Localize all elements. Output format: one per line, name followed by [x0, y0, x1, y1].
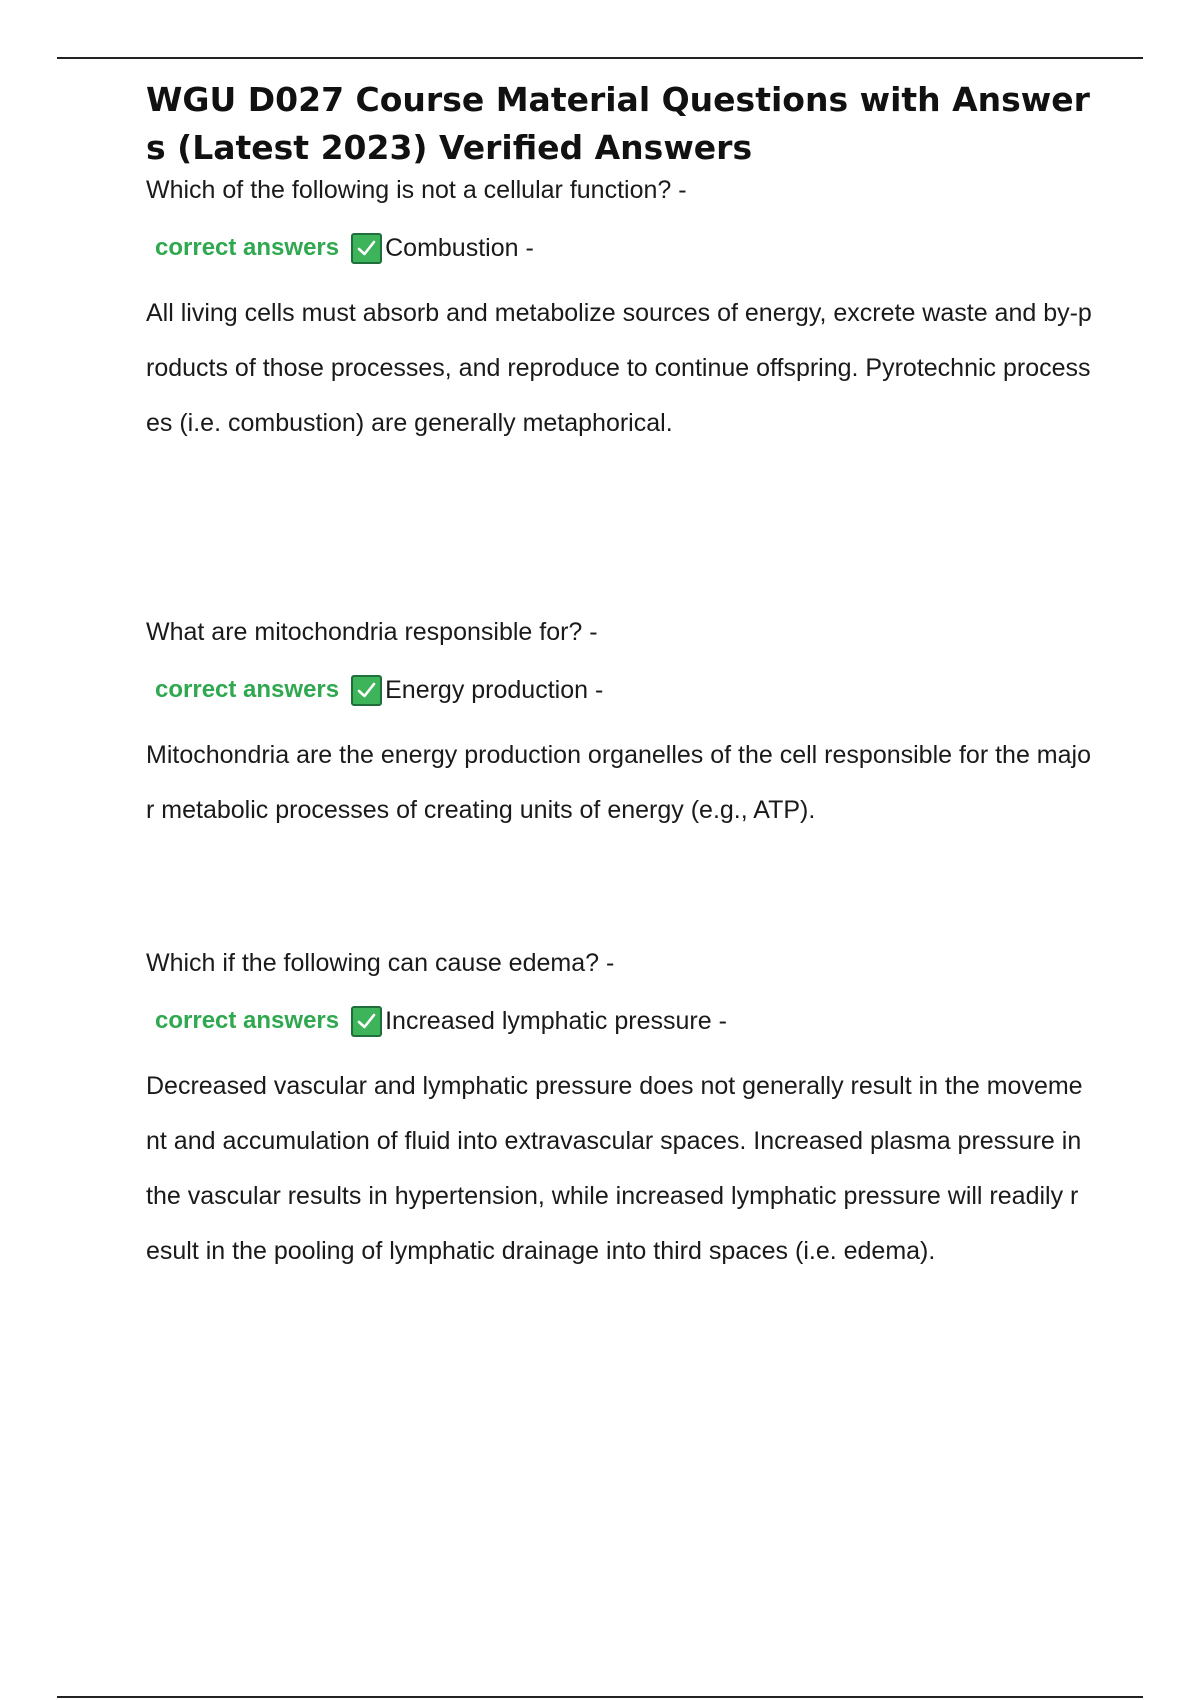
answer-label: correct answers — [155, 234, 340, 261]
answer-label: correct answers — [155, 676, 340, 703]
question-text: Which of the following is not a cellular function? - — [146, 176, 687, 204]
qa-item — [146, 614, 1092, 838]
qa-item — [146, 172, 1092, 451]
answer-label: correct answers — [155, 1007, 340, 1034]
explanation-text: All living cells must absorb and metabolize sources of energy, excrete waste and by-products of those processes, and reproduce to continue offspring. Pyrotechnic processes (i.e. combustion) are generally metaphorical. — [146, 299, 1092, 437]
explanation-text: Mitochondria are the energy production organelles of the cell responsible for the major metabolic processes of creating units of energy (e.g., ATP). — [146, 741, 1091, 824]
answer-text: Increased lymphatic pressure - — [385, 1006, 727, 1035]
document-page — [146, 76, 1092, 1265]
answer-text: Energy production - — [385, 675, 604, 704]
answer-text: Combustion - — [385, 233, 534, 262]
bottom-rule — [57, 1696, 1143, 1698]
check-icon — [351, 675, 382, 706]
question-text: Which if the following can cause edema? - — [146, 949, 615, 977]
top-rule — [57, 57, 1143, 59]
qa-item — [146, 945, 1092, 1279]
check-icon — [351, 233, 382, 264]
explanation-text: Decreased vascular and lymphatic pressure does not generally result in the movement and accumulation of fluid into extravascular spaces. Increased plasma pressure in the vascular results in hypertension, while increased lymphatic pressure will readily result in the pooling of lymphatic drainage into third spaces (i.e. edema). — [146, 1072, 1083, 1265]
document-title: WGU D027 Course Material Questions with Answers (Latest 2023) Verified Answers — [146, 80, 1090, 167]
check-icon — [351, 1006, 382, 1037]
question-text: What are mitochondria responsible for? - — [146, 618, 598, 646]
answer-row — [146, 668, 1092, 712]
answer-row — [146, 226, 1092, 270]
answer-row — [146, 999, 1092, 1043]
